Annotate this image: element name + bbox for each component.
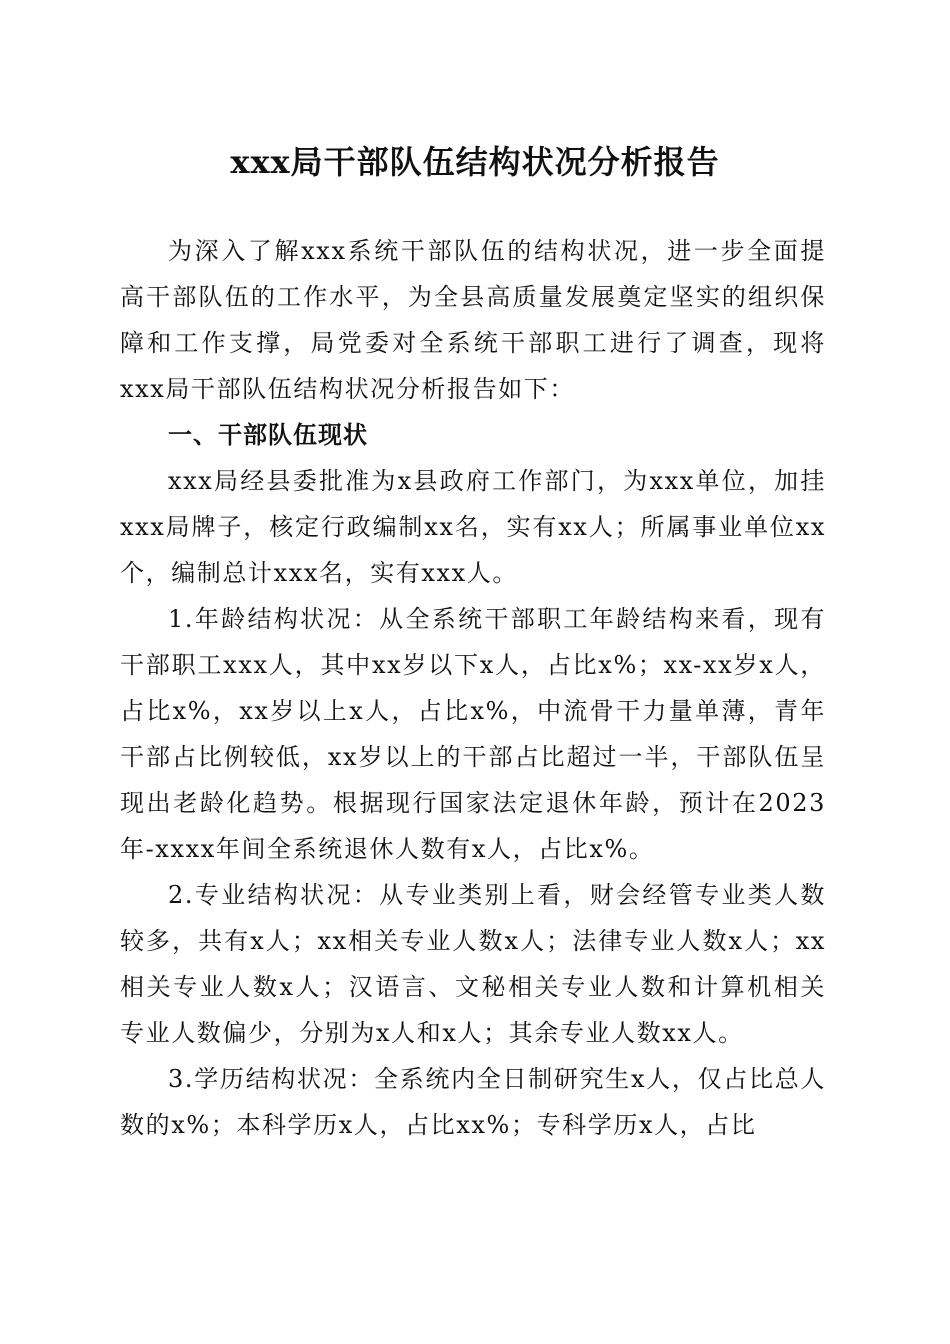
section-heading: 一、干部队伍现状	[168, 421, 368, 449]
major-structure-paragraph: 2.专业结构状况：从专业类别上看，财会经管专业类人数较多，共有x人；xx相关专业人数x人；法律专业人数x人；xx相关专业人数x人；汉语言、文秘相关专业人数和计算机相关专业人数偏少，分别为x人和x人；其余专业人数xx人。	[120, 881, 826, 1047]
status-paragraph: xxx局经县委批准为x县政府工作部门，为xxx单位，加挂xxx局牌子，核定行政编制xx名，实有xx人；所属事业单位xx个，编制总计xxx名，实有xxx人。	[120, 467, 826, 587]
education-structure-paragraph: 3.学历结构状况：全系统内全日制研究生x人，仅占比总人数的x%；本科学历x人，占比xx%；专科学历x人，占比	[120, 1065, 826, 1139]
intro-paragraph: 为深入了解xxx系统干部队伍的结构状况，进一步全面提高干部队伍的工作水平，为全县高质量发展奠定坚实的组织保障和工作支撑，局党委对全系统干部职工进行了调查，现将xxx局干部队伍结构状况分析报告如下：	[120, 237, 826, 403]
age-structure-paragraph: 1.年龄结构状况：从全系统干部职工年龄结构来看，现有干部职工xxx人，其中xx岁以下x人，占比x%；xx-xx岁x人，占比x%，xx岁以上x人，占比x%，中流骨干力量单薄，青年干部占比例较低，xx岁以上的干部占比超过一半，干部队伍呈现出老龄化趋势。根据现行国家法定退休年龄，预计在2023年-xxxx年间全系统退休人数有x人，占比x%。	[120, 605, 826, 863]
document-body	[120, 228, 826, 1148]
page-title: xxx局干部队伍结构状况分析报告	[230, 143, 720, 181]
